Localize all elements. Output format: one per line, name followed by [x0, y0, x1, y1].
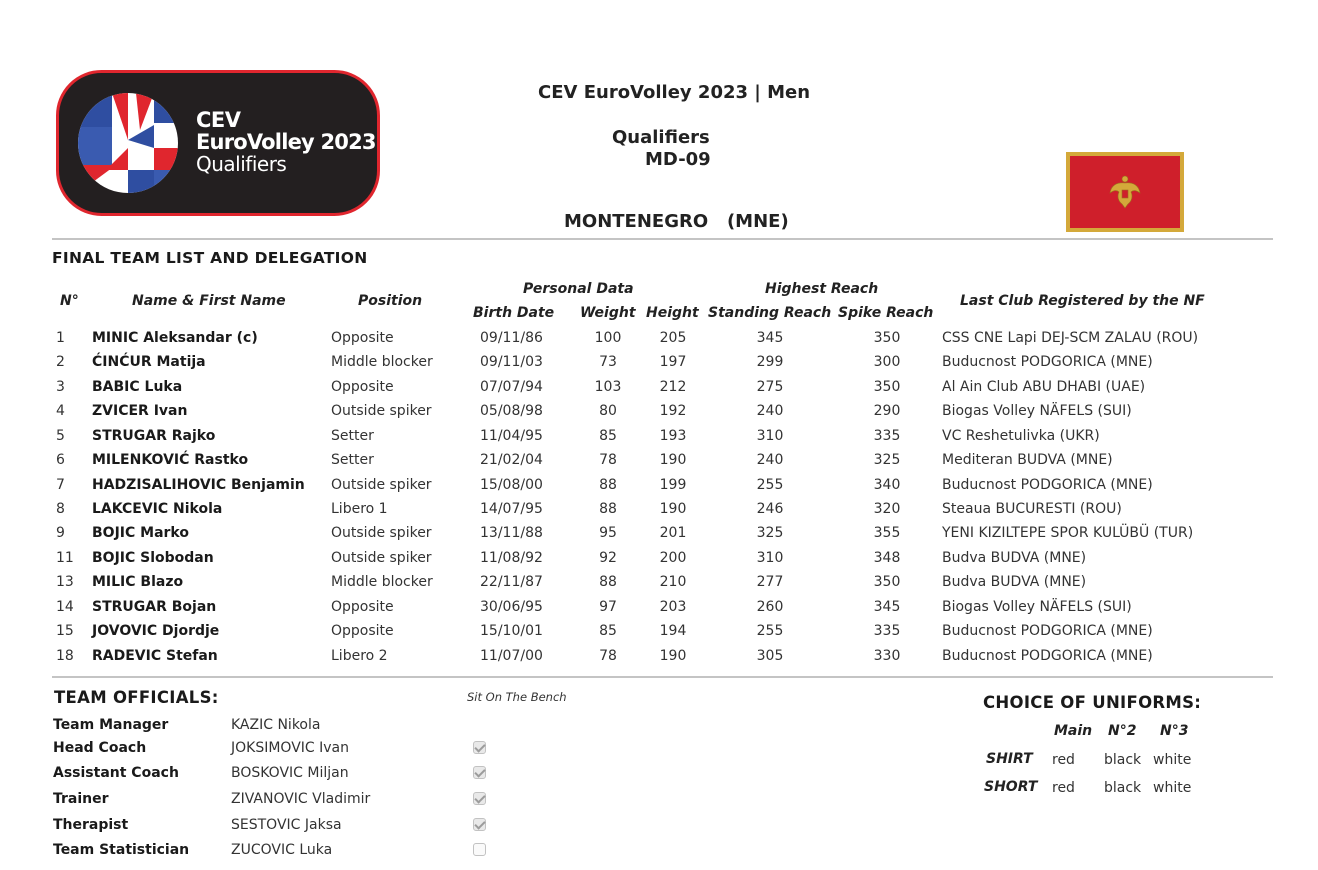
player-club: Al Ain Club ABU DHABI (UAE)	[942, 379, 1146, 395]
player-name: MINIC Aleksandar (c)	[92, 330, 258, 346]
table-row	[0, 477, 1318, 501]
player-standing-reach: 255	[756, 623, 784, 639]
player-height: 200	[659, 550, 687, 566]
player-spike-reach: 340	[873, 477, 901, 493]
player-number: 5	[56, 428, 65, 444]
table-row	[0, 623, 1318, 647]
official-name: BOSKOVIC Miljan	[231, 765, 349, 781]
table-row	[0, 403, 1318, 427]
col-header-spike-reach: Spike Reach	[838, 305, 934, 321]
col-header-standing-reach: Standing Reach	[708, 305, 832, 321]
player-name: LAKCEVIC Nikola	[92, 501, 223, 517]
table-row	[0, 354, 1318, 378]
table-row	[0, 501, 1318, 525]
section-title: FINAL TEAM LIST AND DELEGATION	[52, 249, 368, 267]
bench-column-label: Sit On The Bench	[467, 690, 567, 704]
col-header-highest-reach: Highest Reach	[765, 281, 879, 297]
player-weight: 85	[599, 623, 617, 639]
player-birth-date: 11/08/92	[480, 550, 543, 566]
player-spike-reach: 355	[873, 525, 901, 541]
player-name: BABIC Luka	[92, 379, 183, 395]
player-weight: 78	[599, 648, 617, 664]
player-height: 203	[659, 599, 687, 615]
player-position: Opposite	[331, 379, 394, 395]
uniform-value: white	[1153, 780, 1192, 796]
player-club: CSS CNE Lapi DEJ-SCM ZALAU (ROU)	[942, 330, 1199, 346]
player-birth-date: 15/08/00	[480, 477, 543, 493]
player-number: 18	[56, 648, 74, 664]
player-club: Biogas Volley NÄFELS (SUI)	[942, 599, 1132, 615]
logo-line-3: Qualifiers	[196, 152, 287, 176]
player-position: Setter	[331, 428, 374, 444]
player-number: 11	[56, 550, 74, 566]
official-row	[0, 817, 700, 841]
table-row	[0, 550, 1318, 574]
bench-checkbox[interactable]	[473, 741, 486, 754]
player-standing-reach: 240	[756, 403, 784, 419]
player-standing-reach: 310	[756, 550, 784, 566]
player-number: 2	[56, 354, 65, 370]
player-name: JOVOVIC Djordje	[92, 623, 220, 639]
player-club: Buducnost PODGORICA (MNE)	[942, 623, 1153, 639]
official-row	[0, 765, 700, 789]
player-height: 190	[659, 648, 687, 664]
player-name: ĆINĆUR Matija	[92, 354, 206, 370]
player-birth-date: 13/11/88	[480, 525, 543, 541]
player-number: 9	[56, 525, 65, 541]
uniform-col-main: Main	[1054, 723, 1093, 739]
player-club: Biogas Volley NÄFELS (SUI)	[942, 403, 1132, 419]
officials-title: TEAM OFFICIALS:	[54, 688, 219, 707]
montenegro-flag-icon	[1066, 152, 1184, 232]
col-header-no: N°	[60, 293, 79, 309]
uniforms-title: CHOICE OF UNIFORMS:	[983, 693, 1202, 712]
player-position: Libero 1	[331, 501, 388, 517]
player-position: Setter	[331, 452, 374, 468]
player-weight: 97	[599, 599, 617, 615]
uniform-value: black	[1104, 780, 1142, 796]
bench-checkbox[interactable]	[473, 792, 486, 805]
player-height: 205	[659, 330, 687, 346]
player-birth-date: 30/06/95	[480, 599, 543, 615]
official-role: Team Manager	[53, 717, 169, 733]
player-weight: 80	[599, 403, 617, 419]
player-name: STRUGAR Bojan	[92, 599, 217, 615]
player-club: Budva BUDVA (MNE)	[942, 574, 1087, 590]
col-header-position: Position	[358, 293, 423, 309]
player-spike-reach: 335	[873, 623, 901, 639]
player-club: Mediteran BUDVA (MNE)	[942, 452, 1113, 468]
official-role: Therapist	[53, 817, 129, 833]
uniform-col-2: N°2	[1108, 723, 1137, 739]
player-standing-reach: 305	[756, 648, 784, 664]
team-name: MONTENEGRO (MNE)	[564, 211, 789, 232]
player-spike-reach: 290	[873, 403, 901, 419]
player-weight: 88	[599, 501, 617, 517]
logo-line-1: CEV	[196, 108, 241, 132]
table-row	[0, 379, 1318, 403]
player-standing-reach: 299	[756, 354, 784, 370]
official-role: Assistant Coach	[53, 765, 179, 781]
table-row	[0, 452, 1318, 476]
player-standing-reach: 277	[756, 574, 784, 590]
official-row	[0, 740, 700, 764]
player-name: ZVICER Ivan	[92, 403, 188, 419]
player-position: Middle blocker	[331, 574, 433, 590]
bench-checkbox[interactable]	[473, 766, 486, 779]
player-height: 199	[659, 477, 687, 493]
player-position: Outside spiker	[331, 525, 432, 541]
uniform-value: red	[1052, 752, 1075, 768]
player-club: Buducnost PODGORICA (MNE)	[942, 477, 1153, 493]
player-position: Outside spiker	[331, 403, 432, 419]
player-spike-reach: 348	[873, 550, 901, 566]
player-weight: 78	[599, 452, 617, 468]
player-club: Buducnost PODGORICA (MNE)	[942, 648, 1153, 664]
player-birth-date: 14/07/95	[480, 501, 543, 517]
col-header-name: Name & First Name	[132, 293, 286, 309]
uniform-value: red	[1052, 780, 1075, 796]
player-weight: 95	[599, 525, 617, 541]
player-number: 1	[56, 330, 65, 346]
table-row	[0, 599, 1318, 623]
player-standing-reach: 345	[756, 330, 784, 346]
col-header-weight: Weight	[580, 305, 636, 321]
player-standing-reach: 275	[756, 379, 784, 395]
player-weight: 88	[599, 574, 617, 590]
official-row	[0, 842, 700, 866]
player-spike-reach: 330	[873, 648, 901, 664]
player-spike-reach: 335	[873, 428, 901, 444]
player-birth-date: 11/07/00	[480, 648, 543, 664]
player-height: 193	[659, 428, 687, 444]
player-club: Budva BUDVA (MNE)	[942, 550, 1087, 566]
player-height: 194	[659, 623, 687, 639]
official-role: Trainer	[53, 791, 109, 807]
table-row	[0, 525, 1318, 549]
player-number: 3	[56, 379, 65, 395]
col-header-birth-date: Birth Date	[473, 305, 555, 321]
player-position: Opposite	[331, 599, 394, 615]
player-birth-date: 07/07/94	[480, 379, 543, 395]
player-weight: 73	[599, 354, 617, 370]
match-day-label: MD-09	[645, 149, 711, 170]
player-position: Libero 2	[331, 648, 388, 664]
player-birth-date: 22/11/87	[480, 574, 543, 590]
player-number: 6	[56, 452, 65, 468]
player-spike-reach: 300	[873, 354, 901, 370]
player-spike-reach: 345	[873, 599, 901, 615]
stage-label: Qualifiers	[612, 127, 710, 148]
player-name: BOJIC Slobodan	[92, 550, 214, 566]
player-name: HADZISALIHOVIC Benjamin	[92, 477, 305, 493]
player-name: MILENKOVIĆ Rastko	[92, 452, 249, 468]
player-club: Buducnost PODGORICA (MNE)	[942, 354, 1153, 370]
player-weight: 92	[599, 550, 617, 566]
player-weight: 100	[594, 330, 622, 346]
player-club: YENI KIZILTEPE SPOR KULÜBÜ (TUR)	[942, 525, 1194, 541]
player-weight: 103	[594, 379, 622, 395]
official-name: ZIVANOVIC Vladimir	[231, 791, 371, 807]
bench-checkbox[interactable]	[473, 818, 486, 831]
player-birth-date: 09/11/86	[480, 330, 543, 346]
player-standing-reach: 240	[756, 452, 784, 468]
player-position: Opposite	[331, 623, 394, 639]
player-height: 190	[659, 452, 687, 468]
player-standing-reach: 255	[756, 477, 784, 493]
official-name: JOKSIMOVIC Ivan	[231, 740, 349, 756]
player-weight: 85	[599, 428, 617, 444]
player-number: 13	[56, 574, 74, 590]
table-row	[0, 574, 1318, 598]
logo-text	[196, 110, 376, 174]
cev-eurovolley-logo	[56, 70, 380, 216]
player-spike-reach: 350	[873, 330, 901, 346]
uniform-row-label: SHIRT	[986, 751, 1033, 767]
official-row	[0, 791, 700, 815]
official-name: ZUCOVIC Luka	[231, 842, 333, 858]
player-position: Opposite	[331, 330, 394, 346]
table-row	[0, 330, 1318, 354]
player-name: STRUGAR Rajko	[92, 428, 216, 444]
player-club: VC Reshetulivka (UKR)	[942, 428, 1100, 444]
player-position: Outside spiker	[331, 477, 432, 493]
official-name: KAZIC Nikola	[231, 717, 321, 733]
player-height: 210	[659, 574, 687, 590]
uniform-col-3: N°3	[1160, 723, 1189, 739]
header-divider	[52, 238, 1273, 240]
player-number: 4	[56, 403, 65, 419]
player-number: 15	[56, 623, 74, 639]
player-standing-reach: 260	[756, 599, 784, 615]
col-header-club: Last Club Registered by the NF	[960, 293, 1205, 309]
player-birth-date: 15/10/01	[480, 623, 543, 639]
uniform-row-label: SHORT	[984, 779, 1038, 795]
player-number: 14	[56, 599, 74, 615]
player-height: 192	[659, 403, 687, 419]
player-height: 190	[659, 501, 687, 517]
player-birth-date: 21/02/04	[480, 452, 543, 468]
table-divider	[52, 676, 1273, 678]
player-position: Outside spiker	[331, 550, 432, 566]
official-role: Head Coach	[53, 740, 147, 756]
uniform-value: black	[1104, 752, 1142, 768]
player-height: 212	[659, 379, 687, 395]
player-standing-reach: 325	[756, 525, 784, 541]
player-weight: 88	[599, 477, 617, 493]
col-header-height: Height	[646, 305, 699, 321]
player-spike-reach: 325	[873, 452, 901, 468]
official-row	[0, 717, 700, 741]
player-height: 201	[659, 525, 687, 541]
player-spike-reach: 350	[873, 379, 901, 395]
table-row	[0, 648, 1318, 672]
bench-checkbox[interactable]	[473, 843, 486, 856]
player-spike-reach: 350	[873, 574, 901, 590]
logo-line-2: EuroVolley 2023	[196, 130, 376, 154]
player-standing-reach: 246	[756, 501, 784, 517]
event-title: CEV EuroVolley 2023 | Men	[538, 82, 811, 103]
player-birth-date: 05/08/98	[480, 403, 543, 419]
player-standing-reach: 310	[756, 428, 784, 444]
player-birth-date: 09/11/03	[480, 354, 543, 370]
player-height: 197	[659, 354, 687, 370]
player-number: 8	[56, 501, 65, 517]
player-name: MILIC Blazo	[92, 574, 184, 590]
player-birth-date: 11/04/95	[480, 428, 543, 444]
player-name: BOJIC Marko	[92, 525, 189, 541]
player-name: RADEVIC Stefan	[92, 648, 218, 664]
table-row	[0, 428, 1318, 452]
player-club: Steaua BUCURESTI (ROU)	[942, 501, 1122, 517]
player-spike-reach: 320	[873, 501, 901, 517]
player-number: 7	[56, 477, 65, 493]
player-position: Middle blocker	[331, 354, 433, 370]
col-header-personal-data: Personal Data	[523, 281, 634, 297]
official-name: SESTOVIC Jaksa	[231, 817, 342, 833]
uniform-value: white	[1153, 752, 1192, 768]
official-role: Team Statistician	[53, 842, 190, 858]
